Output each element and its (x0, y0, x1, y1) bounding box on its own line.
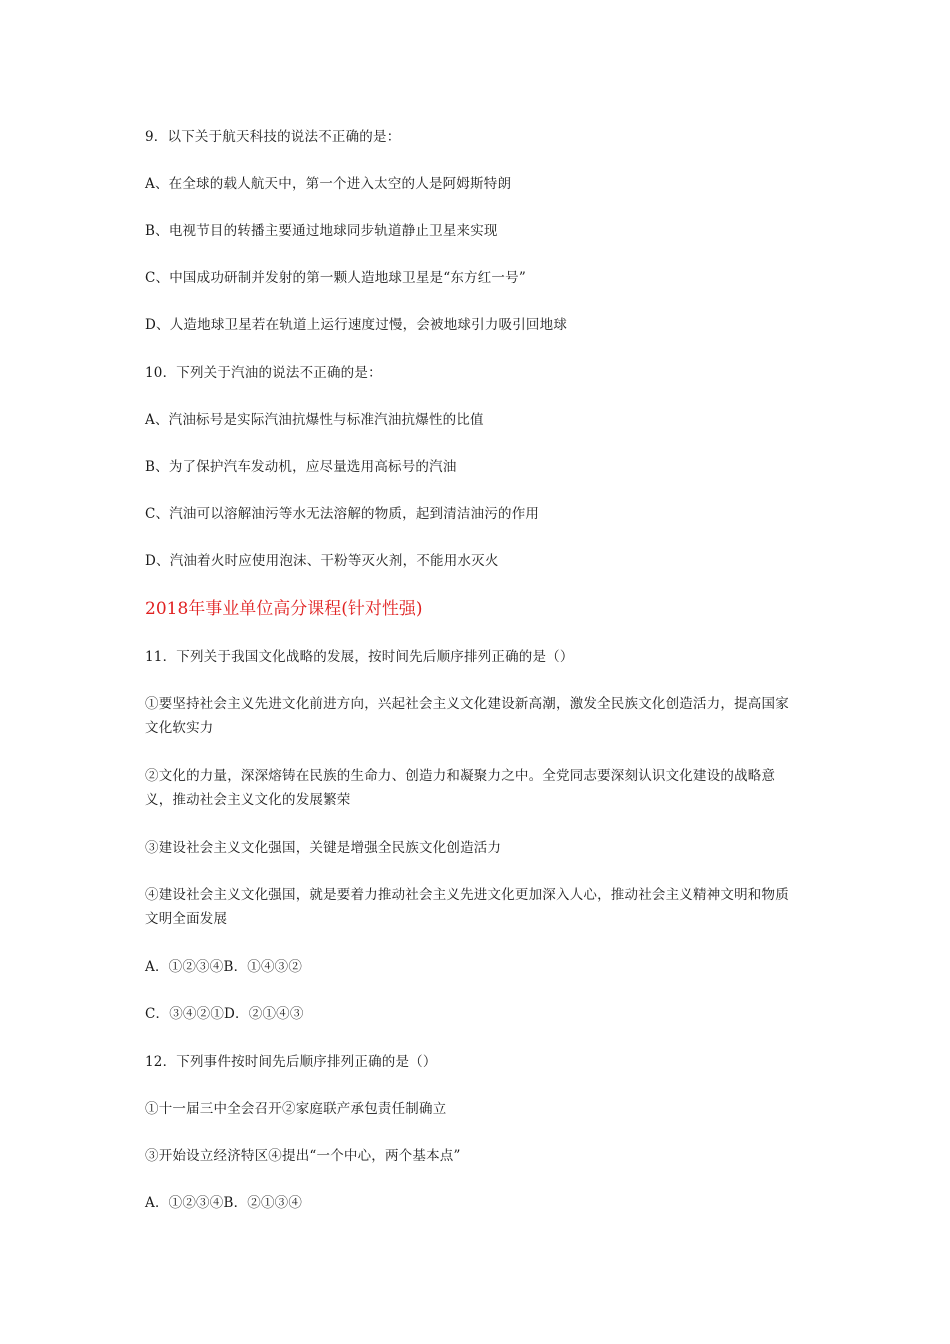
q9-stem: 9．以下关于航天科技的说法不正确的是： (145, 129, 401, 145)
q11-item-3: ③建设社会主义文化强国，关键是增强全民族文化创造活力 (145, 840, 502, 856)
q10-option-a: A、汽油标号是实际汽油抗爆性与标准汽油抗爆性的比值 (145, 412, 484, 428)
q12-stem: 12．下列事件按时间先后顺序排列正确的是（） (145, 1054, 437, 1070)
q11-item-4: ④建设社会主义文化强国，就是要着力推动社会主义先进文化更加深入人心，推动社会主义精神文明和物质文明全面发展 (145, 887, 789, 927)
q9-option-c: C、中国成功研制并发射的第一颗人造地球卫星是“东方红一号” (145, 270, 526, 286)
q9-option-a: A、在全球的载人航天中，第一个进入太空的人是阿姆斯特朗 (145, 176, 512, 192)
q11-item-1: ①要坚持社会主义先进文化前进方向，兴起社会主义文化建设新高潮，激发全民族文化创造活力，提高国家文化软实力 (145, 696, 789, 736)
q11-item-2: ②文化的力量，深深熔铸在民族的生命力、创造力和凝聚力之中。全党同志要深刻认识文化建设的战略意义，推动社会主义文化的发展繁荣 (145, 768, 776, 808)
q9-option-d: D、人造地球卫星若在轨道上运行速度过慢，会被地球引力吸引回地球 (145, 317, 568, 333)
q12-options-ab: A．①②③④B．②①③④ (145, 1195, 303, 1211)
promo-course-link[interactable]: 2018年事业单位高分课程(针对性强) (145, 599, 423, 619)
q12-items-3-4: ③开始设立经济特区④提出“一个中心，两个基本点” (145, 1148, 461, 1164)
q12-items-1-2: ①十一届三中全会召开②家庭联产承包责任制确立 (145, 1101, 447, 1117)
q11-options-ab: A．①②③④B．①④③② (145, 959, 303, 975)
q10-option-d: D、汽油着火时应使用泡沫、干粉等灭火剂，不能用水灭火 (145, 553, 499, 569)
q11-options-cd: C．③④②①D．②①④③ (145, 1006, 304, 1022)
q9-option-b: B、电视节目的转播主要通过地球同步轨道静止卫星来实现 (145, 223, 498, 239)
q10-option-c: C、汽油可以溶解油污等水无法溶解的物质，起到清洁油污的作用 (145, 506, 540, 522)
q10-stem: 10．下列关于汽油的说法不正确的是： (145, 365, 382, 381)
q10-option-b: B、为了保护汽车发动机，应尽量选用高标号的汽油 (145, 459, 457, 475)
q11-stem: 11．下列关于我国文化战略的发展，按时间先后顺序排列正确的是（） (145, 649, 574, 665)
